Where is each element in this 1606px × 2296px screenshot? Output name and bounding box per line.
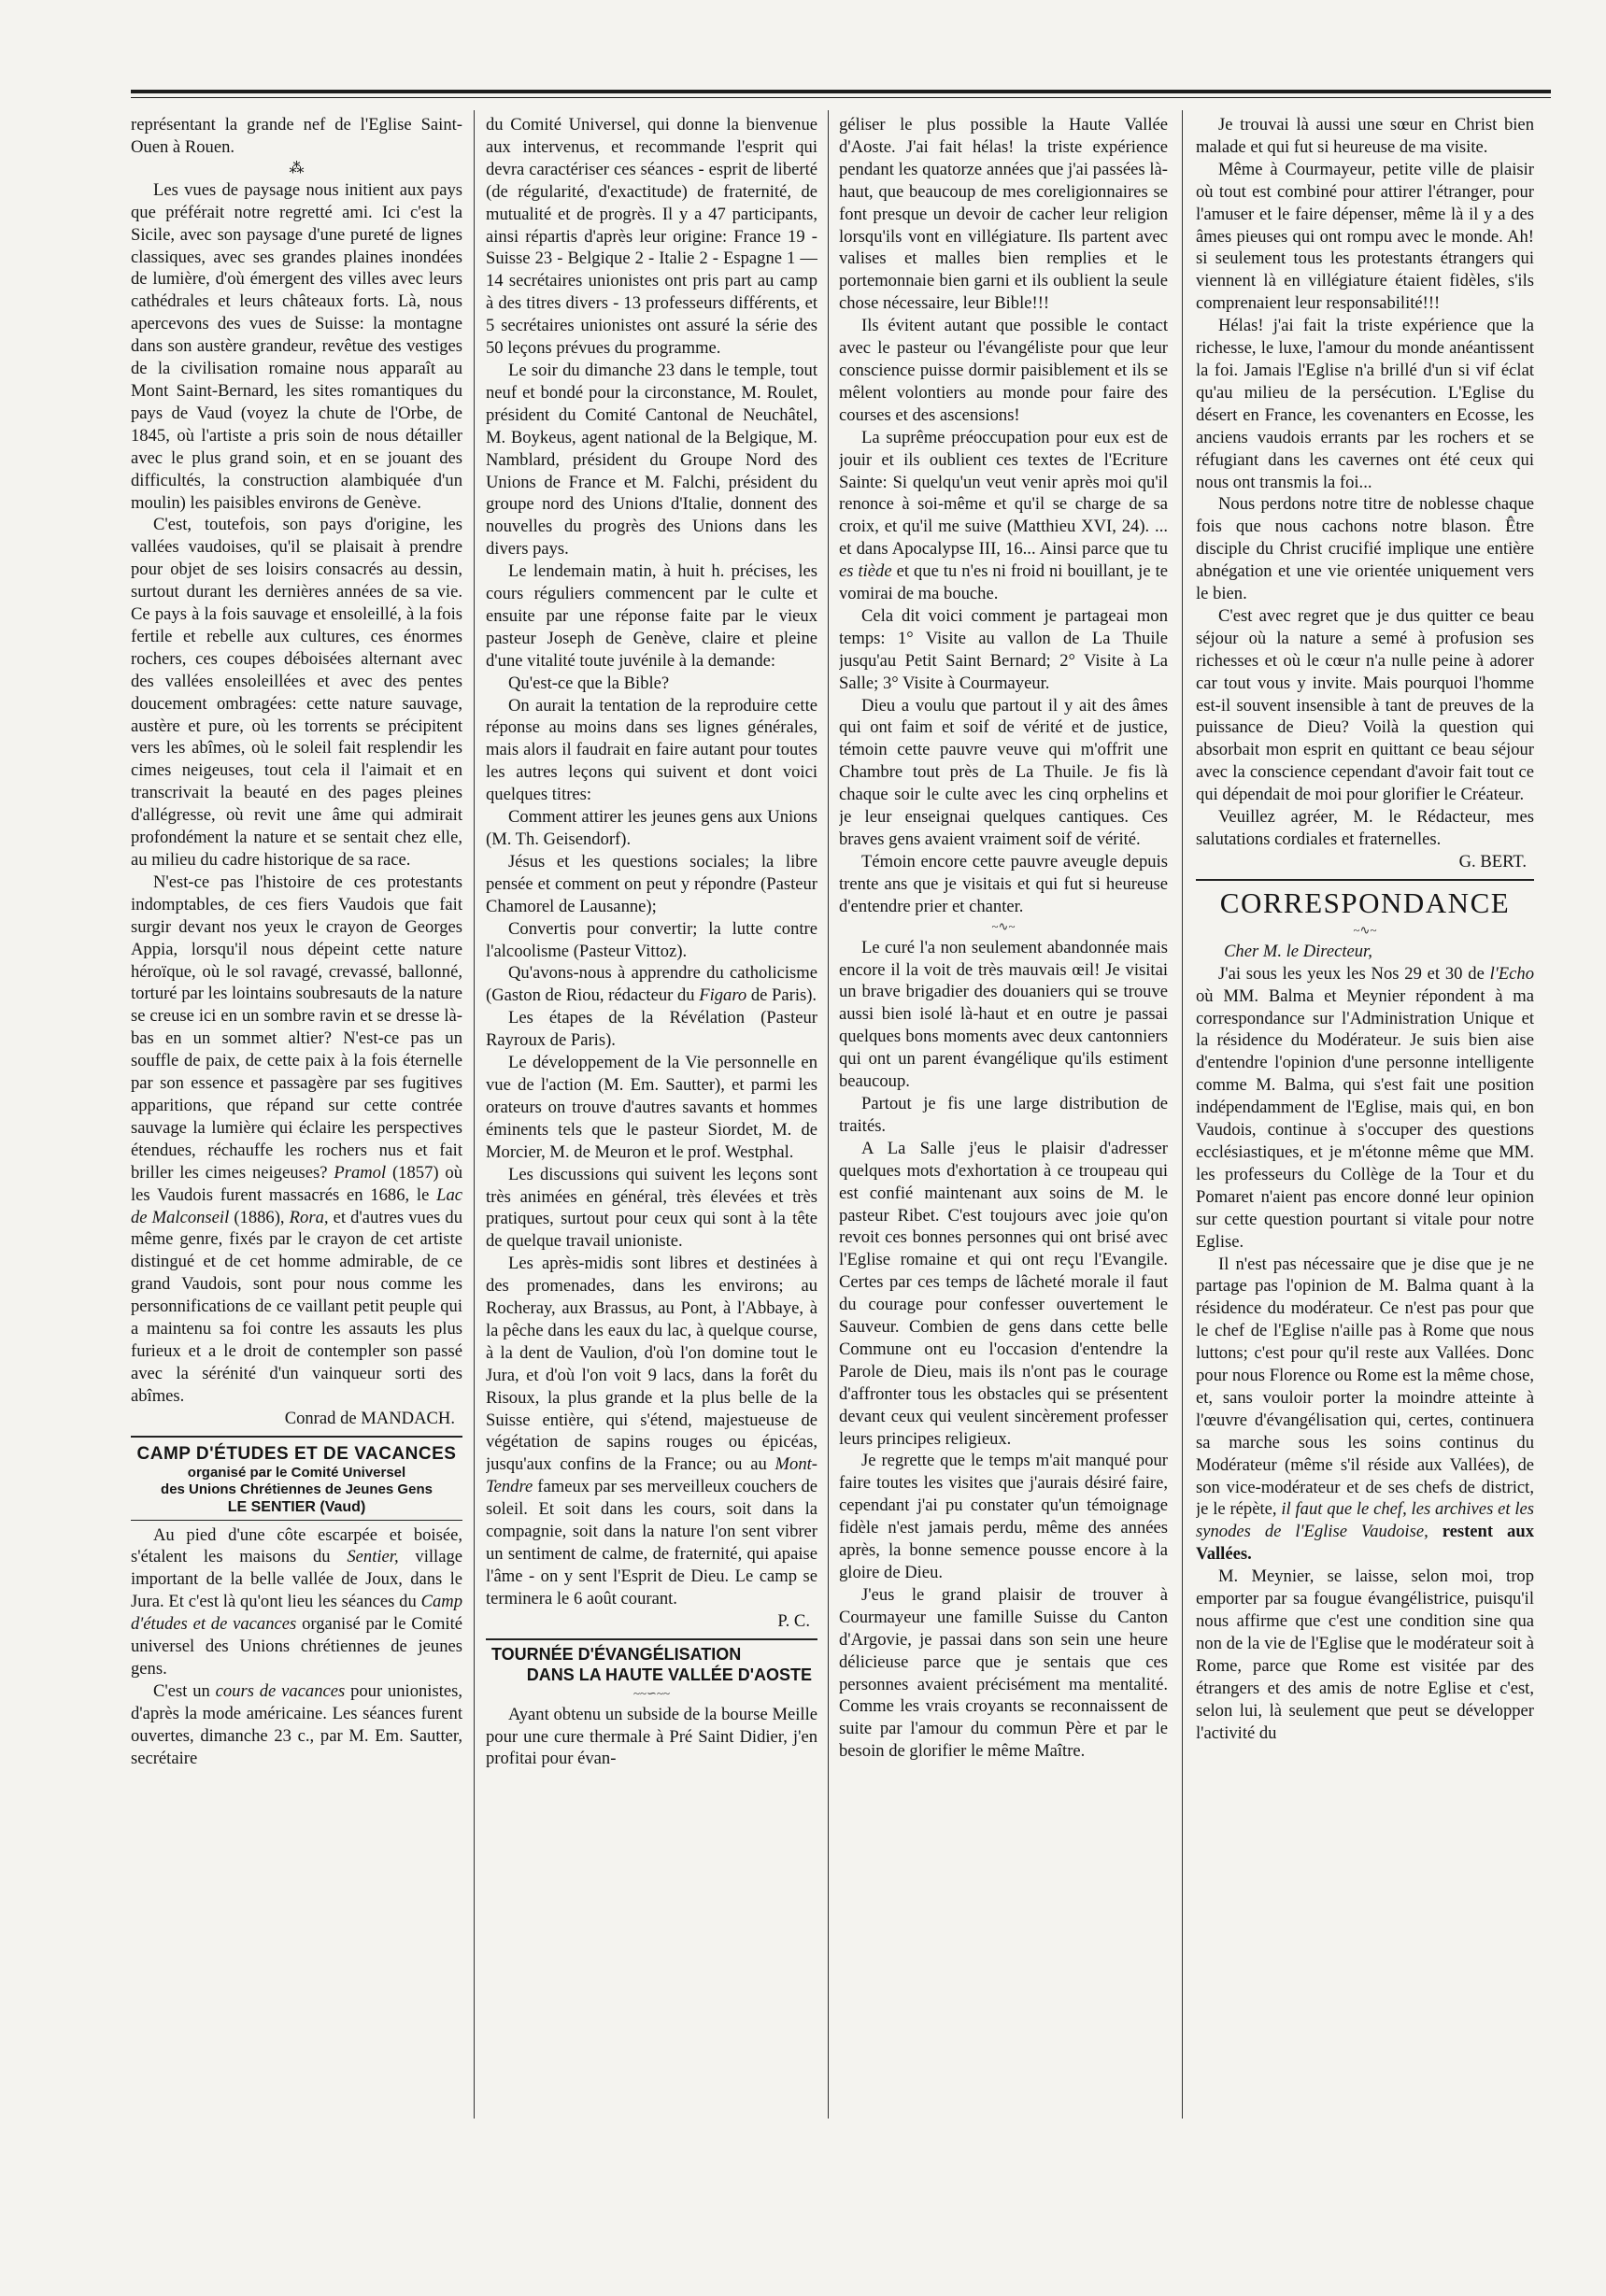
italic-text: Camp d'études et de vacances	[131, 1592, 462, 1635]
column-4	[1196, 114, 1534, 2132]
paragraph: J'eus le grand plaisir de trouver à Courmayeur une famille Suisse du Canton d'Argovie, je passai dans son sein une heure délicieuse parce que je sentais que ces personnes avaient précisément ma mentalité. Comme les vrais croyants se reconnaissent de suite par l'amour du commun Père et par le besoin de glorifier le même Maître.	[839, 1584, 1168, 1762]
text-run: où MM. Balma et Meynier répondent à ma correspondance sur l'Administration Unique et la résidence du Modérateur. Je suis bien aise d'entendre l'opinion d'une personne intelligente comme M. Balma, qui s'est fait une position indépendamment de l'Eglise, mais qui, en bon Vaudois, continue à s'occuper des questions ecclésiastiques, et je m'étonne même que MM. les professeurs du Collège de la Tour et du Pomaret n'aient pas encore donné leur opinion sur cette question pourtant si vitale pour notre Eglise.	[1196, 985, 1534, 1252]
column-3	[839, 114, 1168, 2132]
paragraph: Le développement de la Vie personnelle en vue de l'action (M. Em. Sautter), et parmi les orateurs on trouve d'autres savants et hommes éminents tels que le pasteur Siordet, M. de Morcier, M. de Meuron et le prof. Westphal.	[486, 1053, 817, 1162]
paragraph	[1196, 963, 1534, 1254]
paragraph: Je regrette que le temps m'ait manqué pour faire toutes les visites que j'aurais désiré faire, cependant j'ai pu constater qu'un témoignage fidèle n'est jamais perdu, même des années après, la bonne semence pousse encore à la gloire de Dieu.	[839, 1451, 1168, 1582]
paragraph: A La Salle j'eus le plaisir d'adresser quelques mots d'exhortation à ce troupeau qui est confié maintenant aux soins de M. le pasteur Ribet. C'est toujours avec joie qu'on revoit ces bonnes personnes qui ont brisé avec l'Eglise romaine et qui ont reçu l'Evangile. Certes par ces temps de lâcheté morale il faut du courage pour confesser ouvertement le Sauveur. Combien de gens dans cette belle Commune ont eu l'occasion d'entendre la Parole de Dieu, mais ils n'ont pas le courage d'affronter tous les obstacles qui se présentent devant ceux qui veulent sincèrement professer leurs principes religieux.	[839, 1138, 1168, 1449]
paragraph: Ayant obtenu un subside de la bourse Meille pour une cure thermale à Pré Saint Didier, j'en profitai pour évan-	[486, 1704, 817, 1769]
paragraph: géliser le plus possible la Haute Vallée d'Aoste. J'ai fait hélas! la triste expérience pendant les quatorze années que j'ai passées là-haut, que beaucoup de mes coreligionnaires se font presque un devoir de cacher leur religion lorsqu'ils vont en villégiature. Ils partent avec valises et malles bien remplies et le portemonnaie bien garni et ils oublient la seule chose nécessaire, leur Bible!!!	[839, 115, 1168, 314]
ornament: ~~∽~~	[632, 1685, 671, 1700]
tour-heading-line1: TOURNÉE D'ÉVANGÉLISATION	[491, 1644, 742, 1664]
correspondance-heading: CORRESPONDANCE	[1219, 886, 1511, 919]
italic-text: es tiède	[839, 561, 892, 582]
author-signature: G. BERT.	[1458, 851, 1527, 872]
paragraph	[486, 962, 817, 1007]
ornament: ~∿~	[1353, 922, 1377, 937]
author-signature: P. C.	[777, 1610, 810, 1631]
camp-heading: CAMP D'ÉTUDES ET DE VACANCES	[136, 1443, 457, 1464]
paragraph	[1196, 1254, 1534, 1566]
camp-location: LE SENTIER (Vaud)	[227, 1498, 366, 1515]
text-run: de Paris).	[750, 985, 817, 1006]
section-rule	[131, 1436, 462, 1438]
paragraph: Les étapes de la Révélation (Pasteur Rayroux de Paris).	[486, 1008, 817, 1051]
text-run: organisé par le Comité universel des Unions chrétiennes de jeunes gens.	[131, 1614, 462, 1679]
paragraph: Le lendemain matin, à huit h. précises, les cours réguliers commencent par le culte et ensuite par une réponse faite par le vieux pasteur Joseph de Genève, claire et pleine d'une vitalité toute juvénile à la demande:	[486, 561, 817, 671]
italic-text: Sentier,	[347, 1547, 399, 1567]
paragraph: Ils évitent autant que possible le contact avec le pasteur ou l'évangéliste pour que leur conscience puisse dormir paisiblement et ils se mêlent volontiers au monde pour faire des courses et des ascensions!	[839, 316, 1168, 425]
paragraph: M. Meynier, se laisse, selon moi, trop emporter par sa fougue évangélistrice, puisqu'il nous affirme que c'est une condition sine qua non de la vie de l'Eglise que le modérateur soit à Rome, parce que Rome est visitée par des étrangers et des amis de notre Eglise et c'est, selon lui, là seulement que peut se développer l'activité du	[1196, 1566, 1534, 1743]
italic-text: Mont-Tendre	[486, 1454, 817, 1497]
paragraph: Veuillez agréer, M. le Rédacteur, mes salutations cordiales et fraternelles.	[1196, 807, 1534, 849]
paragraph: Le curé l'a non seulement abandonnée mais encore il la voit de très mauvais œil! Je visitai un brave brigadier des douaniers qui se trouve aussi bien isolé là-haut et en outre je passai quelques bons moments avec deux cantonniers qui ont un parent évangélique qu'ils estiment beaucoup.	[839, 937, 1168, 1092]
text-run: et que tu n'es ni froid ni bouillant, je te vomirai de ma bouche.	[839, 561, 1168, 604]
text-run: pour unionistes, d'après la mode américaine. Les séances furent ouvertes, dimanche 23 c., par M. Em. Sautter, secrétaire	[131, 1680, 462, 1768]
text-run: Au pied d'une côte escarpée et boisée, s'étalent les maisons du	[131, 1524, 462, 1567]
column-2	[486, 114, 817, 2132]
paragraph	[486, 1253, 817, 1610]
tour-heading-line2: DANS LA HAUTE VALLÉE D'AOSTE	[526, 1665, 812, 1684]
text-run: J'ai sous les yeux les Nos 29 et 30 de	[1218, 963, 1485, 984]
paragraph: Même à Courmayeur, petite ville de plaisir où tout est combiné pour attirer l'étranger, pour l'amuser et le faire dépenser, même là il y a des âmes pieuses qui ont rompu avec le monde. Ah! si seulement tous les protestants étrangers qui viennent là en villégiature étaient fidèles, s'ils comprenaient leur responsabilité!!!	[1196, 159, 1534, 314]
text-run: fameux par ses merveilleux couchers de soleil. Et soit dans les cours, soit dans la compagnie, soit dans la nature l'on sent vibrer un sentiment de calme, de fraternité, qui apaise l'âme - on y sent l'Esprit de Dieu. Le camp se terminera le 6 août courant.	[486, 1477, 817, 1609]
header-rule-thin	[131, 97, 1551, 98]
ornament: ~∿~	[991, 918, 1016, 933]
italic-place-name: Rora,	[289, 1207, 329, 1227]
author-signature: Conrad de MANDACH.	[284, 1408, 455, 1428]
italic-place-name: Pramol	[334, 1162, 387, 1183]
paragraph: On aurait la tentation de la reproduire cette réponse au moins dans ses lignes générales, mais alors il faudrait en faire autant pour toutes les autres leçons qui suivent et dont voici quelques titres:	[486, 695, 817, 805]
text-run: village important de la belle vallée de Joux, dans le Jura. Et c'est là qu'ont lieu les séances du	[131, 1547, 462, 1612]
paragraph: Qu'est-ce que la Bible?	[508, 673, 670, 693]
column-1	[131, 114, 462, 2132]
text-run: Il n'est pas nécessaire que je dise que je ne partage pas l'opinion de M. Balma quant à la résidence du modérateur. Ce n'est pas pour que le chef de l'Eglise n'aille pas à Rome que nous luttons; c'est pour qu'il reste aux Vallées. Donc pour nous Florence ou Rome est la même chose, et, sans vouloir porter la moindre atteinte à l'œuvre d'évangélisation qui, certes, continuera sa marche sous les soins continus du Modérateur (même s'il réside aux Vallées), de son vice-modérateur et de ses chefs de district, je le répète,	[1196, 1254, 1534, 1520]
section-stars: ⁂	[289, 160, 305, 177]
text-run: C'est un	[153, 1680, 210, 1701]
paragraph: représentant la grande nef de l'Eglise Saint-Ouen à Rouen.	[131, 115, 462, 157]
paragraph: Les vues de paysage nous initient aux pays que préférait notre regretté ami. Ici c'est la Sicile, avec son paysage d'une pureté de lignes classiques, avec ses grandes plaines inondées de lumière, d'où émergent des villes avec leurs cathédrales et leurs châteaux forts. Là, nous apercevons des vues de Suisse: la montagne dans son austère grandeur, revêtue des vestiges de la civilisation romaine nous apparaît au Mont Saint-Bernard, les sites romantiques du pays de Vaud (voyez la chute de l'Orbe, de 1845, où l'artiste a pris soin de nous détailler avec le plus grand soin, et en se jouant des difficultés, la construction alambiquée d'un moulin) les paisibles environs de Genève.	[131, 179, 462, 513]
text-run: N'est-ce pas l'histoire de ces protestants indomptables, de ces fiers Vaudois que fait surgir devant nos yeux le crayon de Georges Appia, lorsqu'il nous dépeint cette nature héroïque, où le sol ravagé, crevassé, ballonné, torturé par les lointains soubresauts de la nature se creuse ici en un sombre ravin et se dresse là-bas en un sommet altier? N'est-ce pas un souffle de paix, de cette paix à la fois éternelle par son essence et passagère par ses fugitives apparitions, que répand sur cette contrée sauvage la lumière qui éclaire les perspectives étendues, réchauffe les rochers nus et fait briller les cimes neigeuses?	[131, 872, 462, 1183]
italic-text: l'Echo	[1489, 963, 1534, 984]
paragraph	[131, 1524, 462, 1680]
text-run: Les après-midis sont libres et destinées à des promenades, dans les environs; au Rocheray, aux Brassus, au Pont, à l'Abbaye, à la pêche dans les eaux du lac, à quelque course, à la dent de Vaulion, d'où l'on domine tout le Jura, et d'où l'on voit 9 lacs, dans la forêt du Risoux, la plus grande et la plus belle de la Suisse entière, qui s'étend, majestueuse de végétation de sapins rouges ou épicéas, jusqu'aux confins de la France; ou au	[486, 1254, 817, 1475]
text-run: (1886),	[234, 1207, 285, 1227]
paragraph: Hélas! j'ai fait la triste expérience que la richesse, le luxe, l'amour du monde anéantissent la foi. Jamais l'Eglise n'a brillé d'un si vif éclat qu'au milieu de la persécution. L'Eglise du désert en France, les covenanters en Ecosse, les anciens vaudois errants par les rochers et se réfugiant dans les cavernes ont été ceux qui nous ont transmis la foi...	[1196, 316, 1534, 492]
bold-text: restent aux Vallées.	[1196, 1522, 1534, 1565]
paragraph: Cela dit voici comment je partageai mon temps: 1° Visite au vallon de La Thuile jusqu'au Petit Saint Bernard; 2° Visite à La Salle; 3° Visite à Courmayeur.	[839, 605, 1168, 693]
italic-text: Figaro	[699, 985, 747, 1006]
paragraph: Convertis pour convertir; la lutte contre l'alcoolisme (Pasteur Vittoz).	[486, 918, 817, 961]
section-rule	[486, 1638, 817, 1640]
paragraph: Je trouvai là aussi une sœur en Christ bien malade et qui fut si heureuse de ma visite.	[1196, 115, 1534, 157]
section-rule	[1196, 879, 1534, 881]
paragraph	[839, 427, 1168, 605]
paragraph: Jésus et les questions sociales; la libre pensée et comment on peut y répondre (Pasteur Chamorel de Lausanne);	[486, 851, 817, 916]
italic-text: il faut que le chef, les archives et les synodes de l'Eglise Vaudoise,	[1196, 1499, 1534, 1542]
column-divider	[474, 110, 475, 2119]
paragraph: Témoin encore cette pauvre aveugle depuis trente ans que je visitais et qui fut si heureuse d'entendre prier et chanter.	[839, 851, 1168, 916]
paragraph: Partout je fis une large distribution de traités.	[839, 1093, 1168, 1136]
paragraph: du Comité Universel, qui donne la bienvenue aux intervenus, et recommande l'esprit qui devra caractériser ces séances - esprit de liberté (de régularité, d'exactitude) de fraternité, de mutualité et de progrès. Il y a 47 participants, ainsi répartis d'après leur origine: France 19 - Suisse 23 - Belgique 2 - Italie 2 - Espagne 1 — 14 secrétaires unionistes ont pris part au camp à des titres divers - 13 professeurs différents, et 5 secrétaires unionistes ont assuré la série des 50 leçons prévues du programme.	[486, 115, 817, 359]
camp-subheading: des Unions Chrétiennes de Jeunes Gens	[161, 1481, 433, 1497]
paragraph: Les discussions qui suivent les leçons sont très animées en général, très élevées et très pratiques, surtout pour ceux qui sont à la tête de quelque travail unioniste.	[486, 1164, 817, 1252]
paragraph: C'est avec regret que je dus quitter ce beau séjour où la nature a semé à profusion ses richesses et où le cœur n'a nulle peine à adorer car tout vous y invite. Mais pourquoi l'homme est-il souvent insensible à tant de preuves de la puissance de Dieu? Voilà la question qui absorbait mon esprit en quittant ce beau séjour avec la conscience cependant d'avoir fait tout ce qui dépendait de moi pour glorifier le Créateur.	[1196, 605, 1534, 805]
section-rule	[131, 1520, 462, 1521]
column-divider	[1182, 110, 1183, 2119]
paragraph: Dieu a voulu que partout il y ait des âmes qui ont faim et soif de vérité et de justice, témoin cette pauvre veuve qui m'offrit une Chambre tout près de La Thuile. Je fis là chaque soir le culte avec les cinq orphelins et je leur enseignai quelques cantiques. Ces braves gens avaient vraiment soif de vérité.	[839, 695, 1168, 849]
text-run: (1857) où les Vaudois furent massacrés en 1686, le	[131, 1162, 462, 1205]
paragraph: Le soir du dimanche 23 dans le temple, tout neuf et bondé pour la circonstance, M. Roulet, président du Comité Cantonal de Neuchâtel, M. Boykeus, agent national de la Belgique, M. Namblard, président du Groupe Nord des Unions de France et M. Falchi, président du groupe nord des Unions d'Italie, donnent des nouvelles du progrès des Unions dans les divers pays.	[486, 360, 817, 560]
paragraph: Comment attirer les jeunes gens aux Unions (M. Th. Geisendorf).	[486, 807, 817, 849]
text-run: Qu'avons-nous à apprendre du catholicisme (Gaston de Riou, rédacteur du	[486, 963, 817, 1006]
italic-place-name: Lac de Malconseil	[131, 1184, 462, 1227]
paragraph	[131, 1680, 462, 1770]
paragraph: Nous perdons notre titre de noblesse chaque fois que nous cachons notre blason. Être disciple du Christ crucifié implique une entière abnégation et une vie orientée uniquement vers le bien.	[1196, 494, 1534, 604]
paragraph	[131, 872, 462, 1408]
text-run: La suprême préoccupation pour eux est de jouir et ils oublient ces textes de l'Ecriture Sainte: Si quelqu'un veut venir après moi qu'il renonce à soi-même et qu'il se charge de sa croix, et qu'il me suive (Matthieu XVI, 24). ... et dans Apocalypse III, 16... Ainsi parce que tu	[839, 427, 1168, 560]
paragraph: C'est, toutefois, son pays d'origine, les vallées vaudoises, qu'il se plaisait à prendre pour objet de ses loisirs consacrés au dessin, surtout durant les dernières années de sa vie. Ce pays à la fois sauvage et ensoleillé, à la fois fertile et rebelle aux cultures, ces énormes rochers, ces coupes déboisées alternant avec des vallées ensoleillées et avec des pentes doucement ombragées: cette nature sauvage, austère et pure, où les torrents se précipitent vers les abîmes, où le soleil fait resplendir les cimes neigeuses, tout cela il l'aimait et en transcrivait la beauté en des pages pleines d'allégresse, où revit une âme qui admirait profondément la nature et se sentait chez elle, au milieu du cadre historique de sa race.	[131, 515, 462, 870]
camp-subheading: organisé par le Comité Universel	[187, 1464, 406, 1481]
column-divider	[828, 110, 829, 2119]
text-run: et d'autres vues du même genre, fixés par le crayon de cet artiste distingué et de cet homme admirable, de ce grand Vaudois, sont pour nous comme les personnifications de ce vaillant petit peuple qui a maintenu sa foi contre les assauts les plus furieux et a le droit de contempler son passé avec la sérénité d'un vainqueur sorti des abîmes.	[131, 1207, 462, 1406]
header-rule	[131, 90, 1551, 93]
salutation: Cher M. le Directeur,	[1224, 941, 1372, 961]
italic-text: cours de vacances	[215, 1680, 346, 1701]
